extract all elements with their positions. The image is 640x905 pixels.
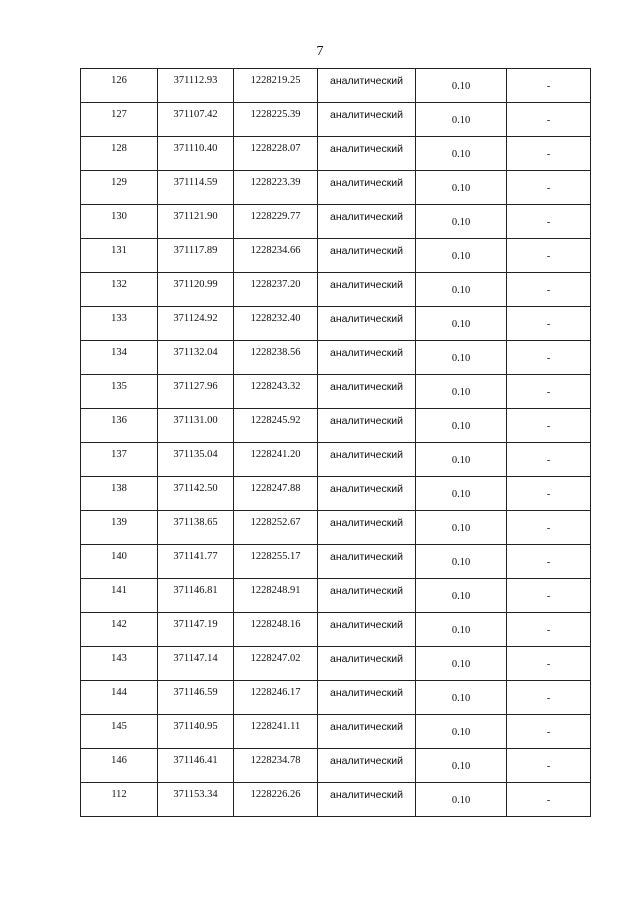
method-cell	[318, 681, 416, 715]
description-cell-text: -	[546, 149, 551, 160]
x-coordinate-cell-text: 371142.50	[173, 483, 218, 494]
description-cell-text: -	[546, 353, 551, 364]
coordinates-table	[80, 68, 591, 817]
method-cell	[318, 749, 416, 783]
point-number-cell	[81, 69, 158, 103]
x-coordinate-cell-text: 371140.95	[173, 721, 218, 732]
table-row	[81, 205, 591, 239]
y-coordinate-cell	[234, 69, 318, 103]
description-cell-text: -	[546, 659, 551, 670]
description-cell-text: -	[546, 591, 551, 602]
point-number-cell-text: 127	[111, 109, 127, 120]
y-coordinate-cell	[234, 681, 318, 715]
x-coordinate-cell	[158, 171, 234, 205]
accuracy-cell-text: 0.10	[451, 387, 471, 398]
x-coordinate-cell-text: 371146.59	[173, 687, 218, 698]
method-cell	[318, 205, 416, 239]
description-cell	[507, 477, 591, 511]
point-number-cell-text: 143	[111, 653, 127, 664]
point-number-cell-text: 136	[111, 415, 127, 426]
accuracy-cell	[416, 69, 507, 103]
accuracy-cell	[416, 681, 507, 715]
accuracy-cell	[416, 613, 507, 647]
point-number-cell-text: 146	[111, 755, 127, 766]
point-number-cell	[81, 681, 158, 715]
method-cell-text: аналитический	[329, 177, 404, 189]
accuracy-cell-text: 0.10	[451, 523, 471, 534]
point-number-cell	[81, 103, 158, 137]
point-number-cell-text: 139	[111, 517, 127, 528]
method-cell	[318, 477, 416, 511]
accuracy-cell	[416, 443, 507, 477]
point-number-cell-text: 128	[111, 143, 127, 154]
y-coordinate-cell-text: 1228223.39	[250, 177, 301, 188]
x-coordinate-cell-text: 371146.81	[173, 585, 218, 596]
point-number-cell-text: 144	[111, 687, 127, 698]
point-number-cell-text: 141	[111, 585, 127, 596]
point-number-cell	[81, 409, 158, 443]
method-cell-text: аналитический	[329, 245, 404, 257]
method-cell-text: аналитический	[329, 789, 404, 801]
x-coordinate-cell	[158, 273, 234, 307]
y-coordinate-cell-text: 1228219.25	[250, 75, 301, 86]
point-number-cell-text: 140	[111, 551, 127, 562]
method-cell	[318, 443, 416, 477]
y-coordinate-cell	[234, 375, 318, 409]
x-coordinate-cell-text: 371147.14	[173, 653, 218, 664]
table-row	[81, 375, 591, 409]
point-number-cell	[81, 579, 158, 613]
y-coordinate-cell-text: 1228234.66	[250, 245, 301, 256]
point-number-cell-text: 142	[111, 619, 127, 630]
point-number-cell	[81, 341, 158, 375]
accuracy-cell	[416, 205, 507, 239]
x-coordinate-cell-text: 371124.92	[173, 313, 218, 324]
description-cell-text: -	[546, 489, 551, 500]
accuracy-cell	[416, 273, 507, 307]
y-coordinate-cell	[234, 409, 318, 443]
table-row	[81, 239, 591, 273]
x-coordinate-cell-text: 371127.96	[173, 381, 218, 392]
y-coordinate-cell-text: 1228247.02	[250, 653, 301, 664]
x-coordinate-cell	[158, 511, 234, 545]
point-number-cell	[81, 239, 158, 273]
x-coordinate-cell	[158, 69, 234, 103]
y-coordinate-cell-text: 1228241.20	[250, 449, 301, 460]
point-number-cell-text: 134	[111, 347, 127, 358]
description-cell	[507, 647, 591, 681]
point-number-cell	[81, 205, 158, 239]
x-coordinate-cell	[158, 205, 234, 239]
x-coordinate-cell-text: 371117.89	[173, 245, 218, 256]
method-cell	[318, 69, 416, 103]
x-coordinate-cell-text: 371132.04	[173, 347, 218, 358]
description-cell-text: -	[546, 387, 551, 398]
y-coordinate-cell-text: 1228245.92	[250, 415, 301, 426]
point-number-cell	[81, 443, 158, 477]
description-cell-text: -	[546, 761, 551, 772]
description-cell-text: -	[546, 217, 551, 228]
accuracy-cell-text: 0.10	[451, 81, 471, 92]
method-cell	[318, 137, 416, 171]
table-row	[81, 307, 591, 341]
description-cell	[507, 511, 591, 545]
method-cell-text: аналитический	[329, 449, 404, 461]
point-number-cell	[81, 647, 158, 681]
point-number-cell	[81, 511, 158, 545]
method-cell	[318, 715, 416, 749]
y-coordinate-cell-text: 1228248.16	[250, 619, 301, 630]
accuracy-cell-text: 0.10	[451, 115, 471, 126]
y-coordinate-cell-text: 1228232.40	[250, 313, 301, 324]
method-cell	[318, 273, 416, 307]
method-cell-text: аналитический	[329, 279, 404, 291]
point-number-cell-text: 135	[111, 381, 127, 392]
y-coordinate-cell-text: 1228247.88	[250, 483, 301, 494]
description-cell	[507, 205, 591, 239]
method-cell	[318, 341, 416, 375]
method-cell	[318, 647, 416, 681]
x-coordinate-cell-text: 371153.34	[173, 789, 218, 800]
table-row	[81, 103, 591, 137]
description-cell-text: -	[546, 625, 551, 636]
description-cell	[507, 443, 591, 477]
description-cell-text: -	[546, 557, 551, 568]
page-number: 7	[316, 44, 324, 59]
method-cell-text: аналитический	[329, 653, 404, 665]
y-coordinate-cell-text: 1228238.56	[250, 347, 301, 358]
x-coordinate-cell-text: 371135.04	[173, 449, 218, 460]
y-coordinate-cell-text: 1228246.17	[250, 687, 301, 698]
x-coordinate-cell	[158, 579, 234, 613]
y-coordinate-cell	[234, 443, 318, 477]
y-coordinate-cell	[234, 647, 318, 681]
x-coordinate-cell-text: 371121.90	[173, 211, 218, 222]
description-cell-text: -	[546, 251, 551, 262]
point-number-cell-text: 112	[111, 789, 127, 800]
accuracy-cell	[416, 545, 507, 579]
x-coordinate-cell	[158, 137, 234, 171]
y-coordinate-cell	[234, 511, 318, 545]
method-cell	[318, 511, 416, 545]
description-cell-text: -	[546, 421, 551, 432]
x-coordinate-cell	[158, 477, 234, 511]
y-coordinate-cell-text: 1228229.77	[250, 211, 301, 222]
table-row	[81, 137, 591, 171]
point-number-cell-text: 129	[111, 177, 127, 188]
x-coordinate-cell-text: 371141.77	[173, 551, 218, 562]
x-coordinate-cell-text: 371112.93	[173, 75, 218, 86]
description-cell	[507, 137, 591, 171]
x-coordinate-cell-text: 371147.19	[173, 619, 218, 630]
method-cell-text: аналитический	[329, 585, 404, 597]
point-number-cell-text: 126	[111, 75, 127, 86]
table-row	[81, 69, 591, 103]
table-row	[81, 273, 591, 307]
method-cell-text: аналитический	[329, 313, 404, 325]
method-cell-text: аналитический	[329, 211, 404, 223]
description-cell	[507, 613, 591, 647]
method-cell-text: аналитический	[329, 687, 404, 699]
method-cell	[318, 171, 416, 205]
y-coordinate-cell	[234, 749, 318, 783]
method-cell-text: аналитический	[329, 109, 404, 121]
x-coordinate-cell-text: 371114.59	[173, 177, 218, 188]
method-cell	[318, 579, 416, 613]
table-row	[81, 613, 591, 647]
accuracy-cell-text: 0.10	[451, 727, 471, 738]
description-cell	[507, 307, 591, 341]
point-number-cell	[81, 715, 158, 749]
y-coordinate-cell-text: 1228234.78	[250, 755, 301, 766]
method-cell	[318, 375, 416, 409]
x-coordinate-cell	[158, 715, 234, 749]
description-cell	[507, 579, 591, 613]
description-cell	[507, 239, 591, 273]
point-number-cell	[81, 137, 158, 171]
table-row	[81, 171, 591, 205]
method-cell-text: аналитический	[329, 381, 404, 393]
method-cell-text: аналитический	[329, 551, 404, 563]
point-number-cell-text: 133	[111, 313, 127, 324]
y-coordinate-cell	[234, 613, 318, 647]
y-coordinate-cell-text: 1228252.67	[250, 517, 301, 528]
accuracy-cell-text: 0.10	[451, 251, 471, 262]
accuracy-cell	[416, 103, 507, 137]
y-coordinate-cell-text: 1228243.32	[250, 381, 301, 392]
description-cell-text: -	[546, 183, 551, 194]
accuracy-cell-text: 0.10	[451, 455, 471, 466]
accuracy-cell	[416, 375, 507, 409]
table-row	[81, 715, 591, 749]
accuracy-cell-text: 0.10	[451, 353, 471, 364]
accuracy-cell-text: 0.10	[451, 659, 471, 670]
accuracy-cell	[416, 511, 507, 545]
x-coordinate-cell	[158, 681, 234, 715]
y-coordinate-cell	[234, 307, 318, 341]
point-number-cell	[81, 545, 158, 579]
x-coordinate-cell-text: 371146.41	[173, 755, 218, 766]
description-cell-text: -	[546, 115, 551, 126]
accuracy-cell-text: 0.10	[451, 183, 471, 194]
accuracy-cell	[416, 307, 507, 341]
y-coordinate-cell-text: 1228225.39	[250, 109, 301, 120]
x-coordinate-cell	[158, 443, 234, 477]
method-cell-text: аналитический	[329, 517, 404, 529]
accuracy-cell	[416, 715, 507, 749]
description-cell-text: -	[546, 319, 551, 330]
point-number-cell	[81, 613, 158, 647]
description-cell	[507, 273, 591, 307]
x-coordinate-cell-text: 371107.42	[173, 109, 218, 120]
accuracy-cell	[416, 239, 507, 273]
x-coordinate-cell	[158, 647, 234, 681]
accuracy-cell-text: 0.10	[451, 591, 471, 602]
point-number-cell-text: 131	[111, 245, 127, 256]
method-cell-text: аналитический	[329, 347, 404, 359]
description-cell	[507, 681, 591, 715]
accuracy-cell-text: 0.10	[451, 217, 471, 228]
description-cell-text: -	[546, 285, 551, 296]
point-number-cell-text: 137	[111, 449, 127, 460]
description-cell-text: -	[546, 81, 551, 92]
description-cell	[507, 341, 591, 375]
y-coordinate-cell	[234, 205, 318, 239]
table-row	[81, 749, 591, 783]
x-coordinate-cell-text: 371110.40	[173, 143, 218, 154]
x-coordinate-cell	[158, 375, 234, 409]
y-coordinate-cell-text: 1228241.11	[250, 721, 301, 732]
table-row	[81, 681, 591, 715]
y-coordinate-cell	[234, 103, 318, 137]
accuracy-cell	[416, 579, 507, 613]
accuracy-cell-text: 0.10	[451, 421, 471, 432]
description-cell-text: -	[546, 523, 551, 534]
x-coordinate-cell	[158, 545, 234, 579]
x-coordinate-cell	[158, 783, 234, 817]
method-cell	[318, 545, 416, 579]
y-coordinate-cell	[234, 579, 318, 613]
x-coordinate-cell	[158, 239, 234, 273]
y-coordinate-cell	[234, 341, 318, 375]
y-coordinate-cell	[234, 137, 318, 171]
point-number-cell	[81, 375, 158, 409]
description-cell-text: -	[546, 727, 551, 738]
method-cell	[318, 103, 416, 137]
table-row	[81, 477, 591, 511]
point-number-cell	[81, 307, 158, 341]
point-number-cell	[81, 171, 158, 205]
accuracy-cell-text: 0.10	[451, 149, 471, 160]
accuracy-cell-text: 0.10	[451, 625, 471, 636]
y-coordinate-cell	[234, 171, 318, 205]
accuracy-cell	[416, 171, 507, 205]
x-coordinate-cell	[158, 409, 234, 443]
method-cell-text: аналитический	[329, 483, 404, 495]
method-cell	[318, 613, 416, 647]
table-row	[81, 511, 591, 545]
y-coordinate-cell	[234, 273, 318, 307]
method-cell	[318, 783, 416, 817]
table-row	[81, 443, 591, 477]
x-coordinate-cell	[158, 749, 234, 783]
point-number-cell	[81, 273, 158, 307]
y-coordinate-cell-text: 1228255.17	[250, 551, 301, 562]
x-coordinate-cell-text: 371120.99	[173, 279, 218, 290]
accuracy-cell	[416, 477, 507, 511]
description-cell-text: -	[546, 693, 551, 704]
y-coordinate-cell-text: 1228228.07	[250, 143, 301, 154]
accuracy-cell	[416, 341, 507, 375]
description-cell	[507, 409, 591, 443]
description-cell	[507, 171, 591, 205]
coordinates-table-body	[81, 69, 591, 817]
method-cell-text: аналитический	[329, 619, 404, 631]
point-number-cell-text: 145	[111, 721, 127, 732]
table-row	[81, 409, 591, 443]
accuracy-cell-text: 0.10	[451, 319, 471, 330]
description-cell	[507, 749, 591, 783]
table-row	[81, 545, 591, 579]
method-cell-text: аналитический	[329, 721, 404, 733]
y-coordinate-cell	[234, 477, 318, 511]
y-coordinate-cell-text: 1228248.91	[250, 585, 301, 596]
method-cell-text: аналитический	[329, 75, 404, 87]
accuracy-cell	[416, 749, 507, 783]
table-row	[81, 579, 591, 613]
y-coordinate-cell	[234, 715, 318, 749]
point-number-cell	[81, 477, 158, 511]
description-cell-text: -	[546, 455, 551, 466]
x-coordinate-cell	[158, 613, 234, 647]
accuracy-cell-text: 0.10	[451, 285, 471, 296]
accuracy-cell	[416, 647, 507, 681]
y-coordinate-cell	[234, 545, 318, 579]
accuracy-cell-text: 0.10	[451, 761, 471, 772]
point-number-cell-text: 130	[111, 211, 127, 222]
accuracy-cell-text: 0.10	[451, 489, 471, 500]
description-cell	[507, 715, 591, 749]
x-coordinate-cell-text: 371138.65	[173, 517, 218, 528]
accuracy-cell-text: 0.10	[451, 795, 471, 806]
point-number-cell-text: 132	[111, 279, 127, 290]
description-cell-text: -	[546, 795, 551, 806]
table-row	[81, 783, 591, 817]
description-cell	[507, 783, 591, 817]
table-row	[81, 647, 591, 681]
accuracy-cell-text: 0.10	[451, 557, 471, 568]
description-cell	[507, 375, 591, 409]
point-number-cell-text: 138	[111, 483, 127, 494]
accuracy-cell	[416, 783, 507, 817]
description-cell	[507, 545, 591, 579]
description-cell	[507, 103, 591, 137]
point-number-cell	[81, 749, 158, 783]
y-coordinate-cell-text: 1228226.26	[250, 789, 301, 800]
y-coordinate-cell-text: 1228237.20	[250, 279, 301, 290]
method-cell-text: аналитический	[329, 755, 404, 767]
x-coordinate-cell	[158, 103, 234, 137]
x-coordinate-cell	[158, 341, 234, 375]
description-cell	[507, 69, 591, 103]
method-cell	[318, 409, 416, 443]
x-coordinate-cell	[158, 307, 234, 341]
method-cell-text: аналитический	[329, 143, 404, 155]
y-coordinate-cell	[234, 783, 318, 817]
table-row	[81, 341, 591, 375]
x-coordinate-cell-text: 371131.00	[173, 415, 218, 426]
method-cell	[318, 239, 416, 273]
accuracy-cell-text: 0.10	[451, 693, 471, 704]
accuracy-cell	[416, 409, 507, 443]
method-cell	[318, 307, 416, 341]
point-number-cell	[81, 783, 158, 817]
y-coordinate-cell	[234, 239, 318, 273]
accuracy-cell	[416, 137, 507, 171]
method-cell-text: аналитический	[329, 415, 404, 427]
